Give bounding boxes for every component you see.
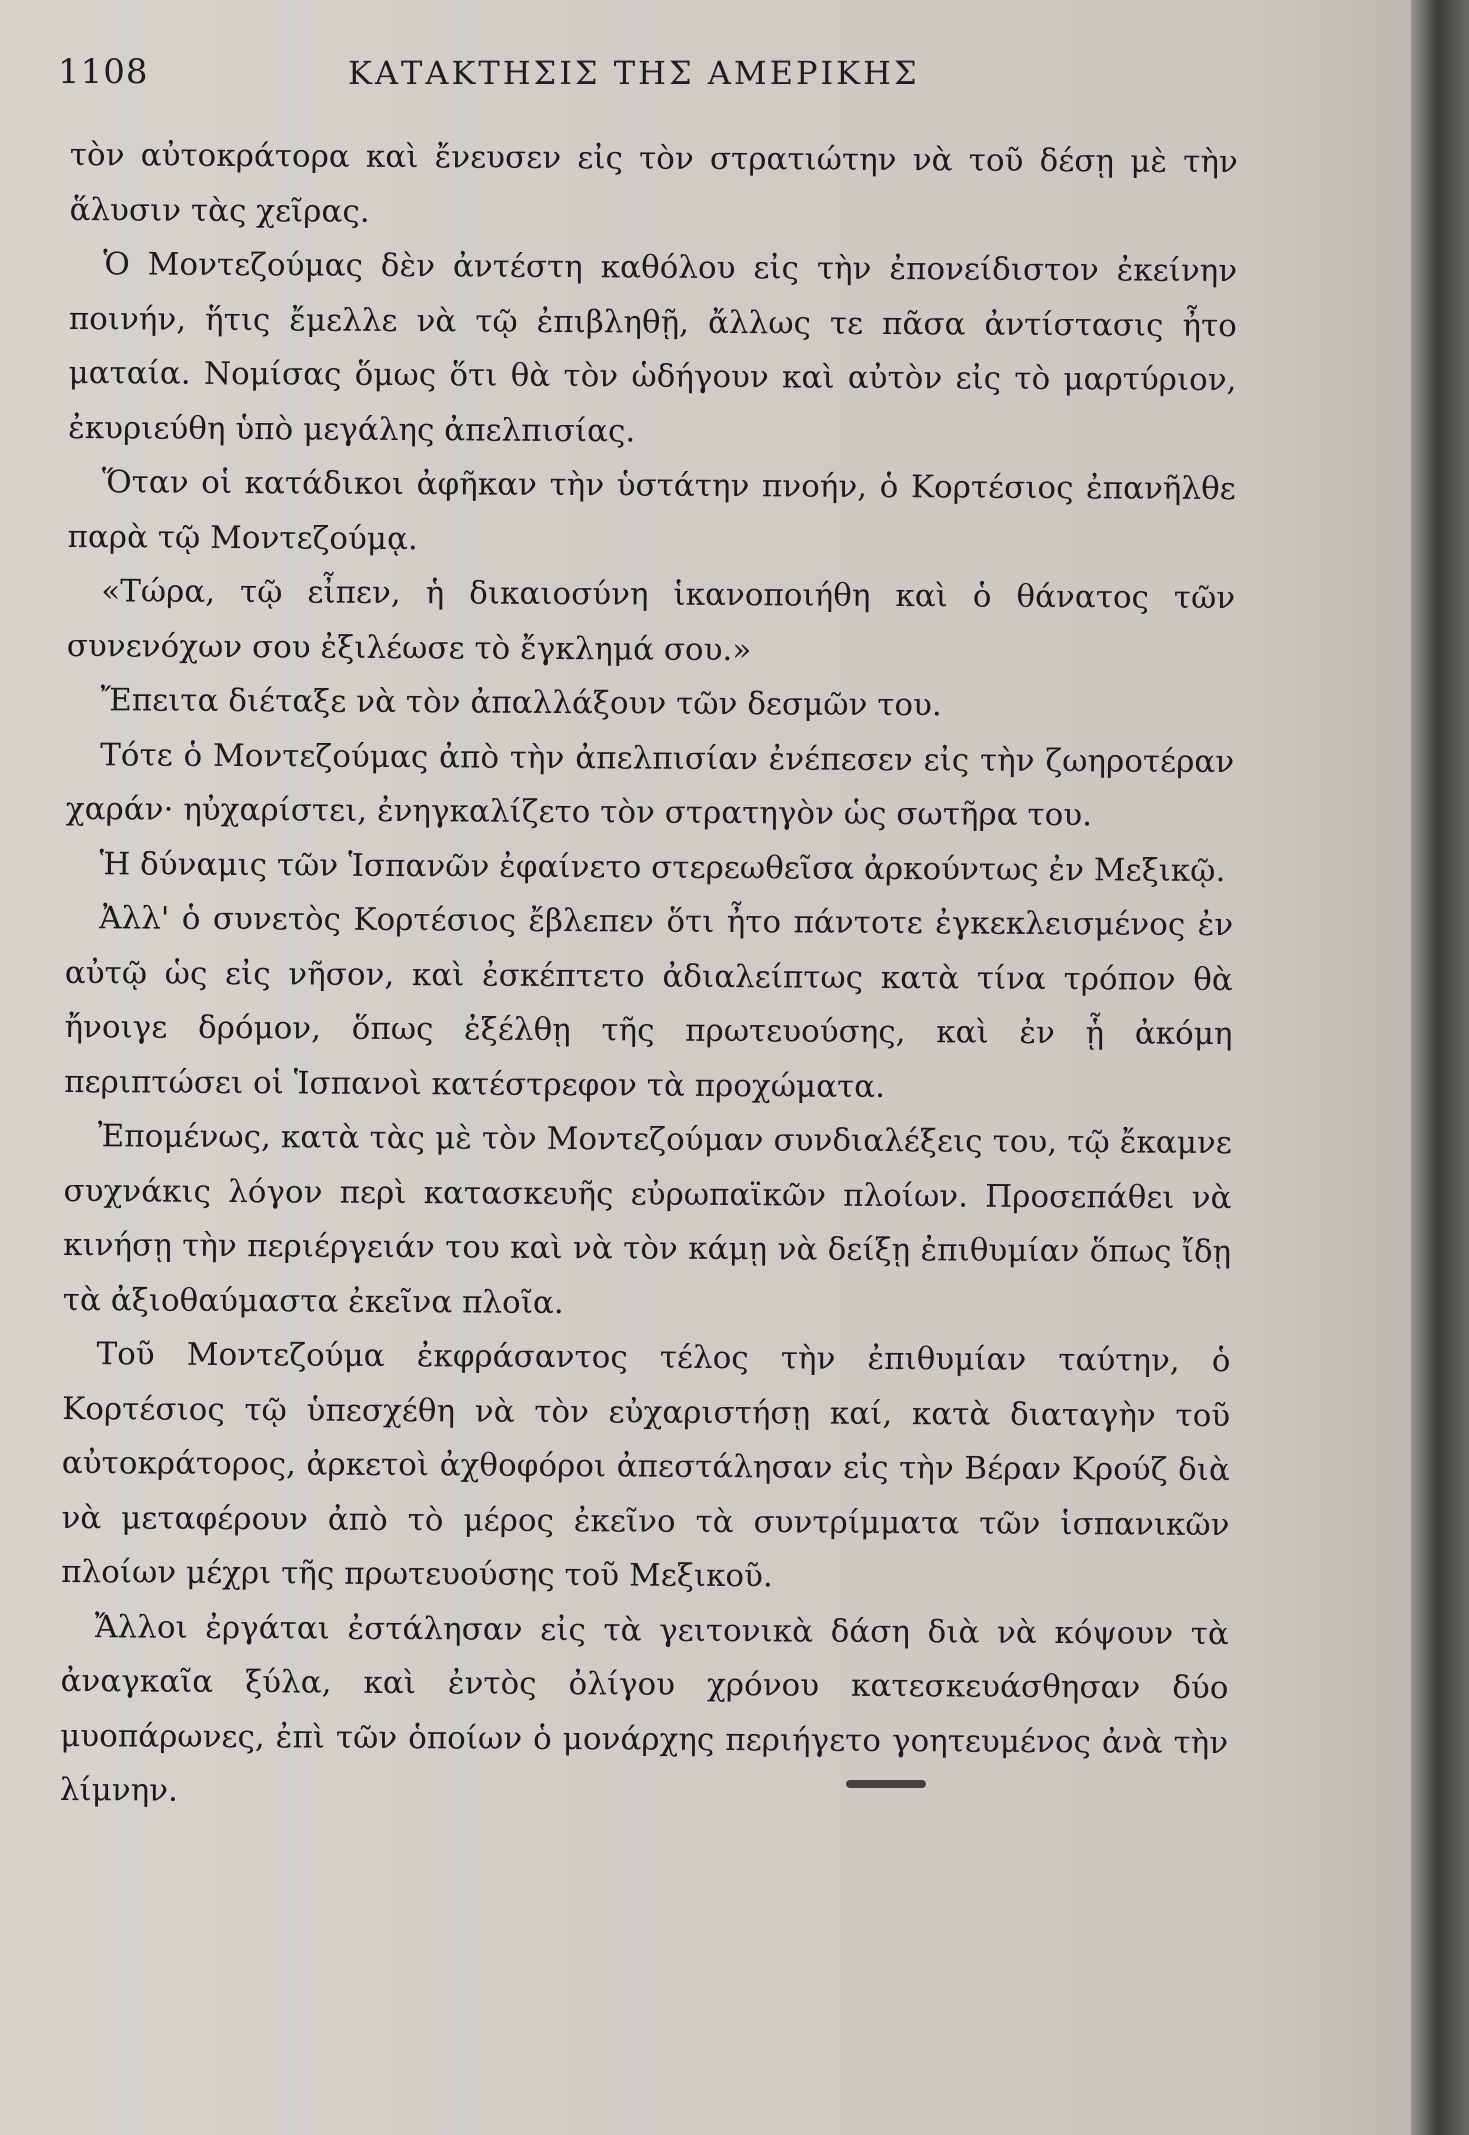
paragraph: Ὁ Μοντεζούμας δὲν ἀντέστη καθόλου εἰς τὴν ἐπονείδιστον ἐκείνην ποινήν, ἥτις ἔμελλε νὰ τῷ ἐπιβληθῇ, ἄλλως τε πᾶσα ἀντίστασις ἦτο ματαία. Νομίσας ὅμως ὅτι θὰ τὸν ὡδήγουν καὶ αὐτὸν εἰς τὸ μαρτύριον, ἐκυριεύθη ὑπὸ μεγάλης ἀπελπισίας. bbox=[68, 246, 1238, 449]
page-number: 1108 bbox=[58, 52, 149, 92]
paragraph: Ἔπειτα διέταξε νὰ τὸν ἀπαλλάξουν τῶν δεσμῶν του. bbox=[100, 682, 942, 724]
book-gutter-shadow bbox=[1411, 0, 1469, 2135]
paragraph: Τοῦ Μοντεζούμα ἐκφράσαντος τέλος τὴν ἐπιθυμίαν ταύτην, ὁ Κορτέσιος τῷ ὑπεσχέθη νὰ τὸν εὐχαριστήσῃ καί, κατὰ διαταγὴν τοῦ αὐτοκράτορος, ἀρκετοὶ ἀχθοφόροι ἀπεστάλησαν εἰς τὴν Βέραν Κρούζ διὰ νὰ μεταφέρουν ἀπὸ τὸ μέρος ἐκεῖνο τὰ συντρίμματα τῶν ἱσπανικῶν πλοίων μέχρι τῆς πρωτευούσης τοῦ Μεξικοῦ. bbox=[61, 1336, 1231, 1595]
paragraph: Ἐπομένως, κατὰ τὰς μὲ τὸν Μοντεζούμαν συνδιαλέξεις του, τῷ ἔκαμνε συχνάκις λόγον περὶ κατασκευῆς εὐρωπαϊκῶν πλοίων. Προσεπάθει νὰ κινήσῃ τὴν περιέργειάν του καὶ νὰ τὸν κάμῃ νὰ δείξῃ ἐπιθυμίαν ὅπως ἴδῃ τὰ ἀξιοθαύμαστα ἐκεῖνα πλοῖα. bbox=[62, 1118, 1232, 1321]
paragraph: Τότε ὁ Μοντεζούμας ἀπὸ τὴν ἀπελπισίαν ἐνέπεσεν εἰς τὴν ζωηροτέραν χαράν· ηὐχαρίστει, ἐνηγκαλίζετο τὸν στρατηγὸν ὡς σωτῆρα του. bbox=[65, 736, 1235, 834]
ink-smudge bbox=[846, 1780, 926, 1788]
paragraph: Ἄλλοι ἐργάται ἐστάλησαν εἰς τὰ γειτονικὰ δάση διὰ νὰ κόψουν τὰ ἀναγκαῖα ξύλα, καὶ ἐντὸς ὀλίγου χρόνου κατεσκευάσθησαν δύο μυοπάρωνες, ἐπὶ τῶν ὁποίων ὁ μονάρχης περιήγετο γοητευμένος ἀνὰ τὴν λίμνην. bbox=[59, 1608, 1229, 1809]
page-header bbox=[58, 52, 1358, 102]
body-text bbox=[60, 128, 1238, 1825]
paragraph: τὸν αὐτοκράτορα καὶ ἔνευσεν εἰς τὸν στρατιώτην νὰ τοῦ δέσῃ μὲ τὴν ἅλυσιν τὰς χεῖρας. bbox=[69, 136, 1238, 230]
paragraph: Ὅταν οἱ κατάδικοι ἀφῆκαν τὴν ὑστάτην πνοήν, ὁ Κορτέσιος ἐπανῆλθε παρὰ τῷ Μοντεζούμᾳ. bbox=[67, 464, 1236, 557]
paragraph: Ἡ δύναμις τῶν Ἱσπανῶν ἐφαίνετο στερεωθεῖσα ἀρκούντως ἐν Μεξικῷ. bbox=[99, 845, 1226, 889]
paragraph: «Τώρα, τῷ εἶπεν, ἡ δικαιοσύνη ἱκανοποιήθη καὶ ὁ θάνατος τῶν συνενόχων σου ἐξιλέωσε τὸ ἔγκλημά σου.» bbox=[66, 573, 1236, 668]
paragraph: Ἀλλ' ὁ συνετὸς Κορτέσιος ἔβλεπεν ὅτι ἦτο πάντοτε ἐγκεκλεισμένος ἐν αὐτῷ ὡς εἰς νῆσον, καὶ ἐσκέπτετο ἀδιαλείπτως κατὰ τίνα τρόπον θὰ ἤνοιγε δρόμον, ὅπως ἐξέλθῃ τῆς πρωτευούσης, καὶ ἐν ᾗ ἀκόμη περιπτώσει οἱ Ἱσπανοὶ κατέστρεφον τὰ προχώματα. bbox=[64, 900, 1234, 1105]
running-title: ΚΑΤΑΚΤΗΣΙΣ ΤΗΣ ΑΜΕΡΙΚΗΣ bbox=[348, 54, 920, 92]
